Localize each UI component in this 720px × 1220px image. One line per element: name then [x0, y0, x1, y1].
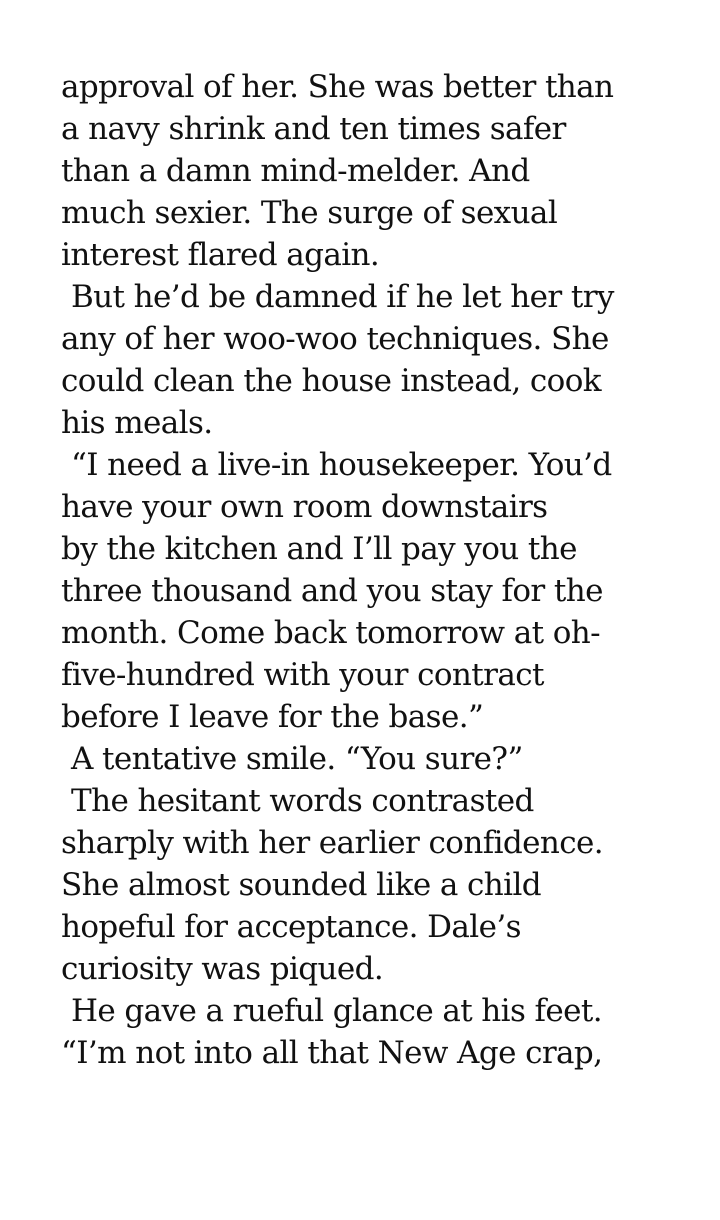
text-line: five-hundred with your contract: [61, 657, 544, 693]
text-line: “I need a live-in housekeeper. You’d: [71, 447, 612, 483]
text-line: by the kitchen and I’ll pay you the: [61, 531, 577, 567]
text-line: his meals.: [61, 405, 213, 441]
text-line: have your own room downstairs: [61, 489, 548, 525]
text-line: The hesitant words contrasted: [71, 783, 534, 819]
text-line: could clean the house instead, cook: [61, 363, 601, 399]
text-line: three thousand and you stay for the: [61, 573, 603, 609]
text-line: “I’m not into all that New Age crap,: [61, 1035, 603, 1071]
text-line: any of her woo-woo techniques. She: [61, 321, 609, 357]
text-line: sharply with her earlier confidence.: [61, 825, 604, 861]
text-line: than a damn mind-melder. And: [61, 153, 530, 189]
text-line: curiosity was piqued.: [61, 951, 384, 987]
text-line: hopeful for acceptance. Dale’s: [61, 909, 521, 945]
text-line: before I leave for the base.”: [61, 699, 484, 735]
book-page-text: [61, 66, 701, 1074]
text-line: interest flared again.: [61, 237, 380, 273]
text-line: She almost sounded like a child: [61, 867, 542, 903]
text-line: a navy shrink and ten times safer: [61, 111, 566, 147]
text-line: He gave a rueful glance at his feet.: [71, 993, 603, 1029]
text-line: much sexier. The surge of sexual: [61, 195, 558, 231]
text-line: month. Come back tomorrow at oh-: [61, 615, 601, 651]
text-line: approval of her. She was better than: [61, 69, 614, 105]
text-line: A tentative smile. “You sure?”: [71, 741, 523, 777]
text-line: But he’d be damned if he let her try: [71, 279, 614, 315]
